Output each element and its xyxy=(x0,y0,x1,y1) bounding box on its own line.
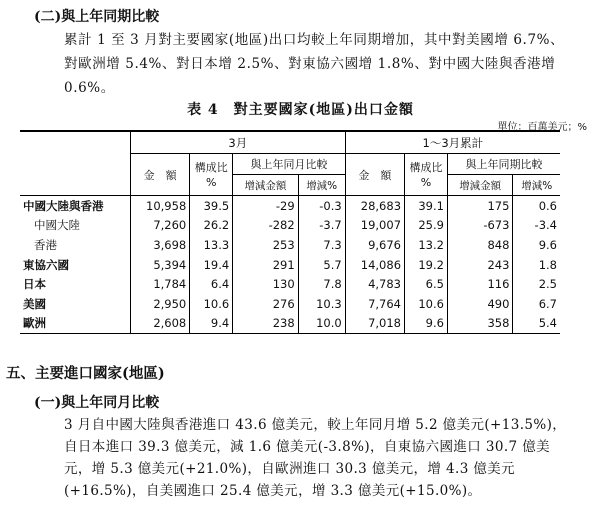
cell-c-amt: 7,018 xyxy=(345,314,404,334)
row-country-label: 美國 xyxy=(23,296,46,311)
cell-c-amt: 19,007 xyxy=(345,216,404,236)
cell-c-share: 9.6 xyxy=(405,314,448,334)
row-country-label: 中國大陸 xyxy=(34,218,80,233)
cell-m-pct: 10.3 xyxy=(298,294,345,314)
table-row xyxy=(20,216,560,236)
cell-c-share: 39.1 xyxy=(405,196,448,216)
cell-c-chg: 175 xyxy=(447,196,512,216)
header-corner xyxy=(20,131,130,196)
cell-c-pct: 6.7 xyxy=(513,294,560,314)
header-change-pct-cum: 增減% xyxy=(513,175,560,196)
cell-c-pct: 9.6 xyxy=(513,235,560,255)
cell-c-chg: 848 xyxy=(447,235,512,255)
table-row xyxy=(20,235,560,255)
header-yoy-cum: 與上年同期比較 xyxy=(447,154,560,175)
cell-m-share: 26.2 xyxy=(190,216,233,236)
header-amount-cum: 金 額 xyxy=(345,154,404,196)
row-country-label: 日本 xyxy=(23,277,46,292)
table-caption: 表 4 對主要國家(地區)出口金額 xyxy=(187,102,414,118)
export-summary-paragraph: 累計 1 至 3 月對主要國家(地區)出口均較上年同期增加，其中對美國增 6.7%、對歐洲增 5.4%、對日本增 2.5%、對東協六國增 1.8%、對中國大陸與香港增 0.6%。 xyxy=(64,32,565,96)
table-unit: 單位：百萬美元；% xyxy=(497,122,587,133)
cell-m-amt: 2,950 xyxy=(130,294,189,314)
cell-c-chg: 490 xyxy=(447,294,512,314)
cell-m-chg: 238 xyxy=(233,314,298,334)
cell-m-amt: 7,260 xyxy=(130,216,189,236)
cell-m-pct: 7.3 xyxy=(298,235,345,255)
table-row xyxy=(20,196,560,216)
cell-c-share: 13.2 xyxy=(405,235,448,255)
cell-m-chg: 130 xyxy=(233,274,298,294)
cell-c-chg: 358 xyxy=(447,314,512,334)
header-share: 構成比 % xyxy=(190,154,233,196)
header-change-pct: 增減% xyxy=(298,175,345,196)
cell-m-amt: 10,958 xyxy=(130,196,189,216)
header-change-amount: 增減金額 xyxy=(233,175,298,196)
cell-m-amt: 1,784 xyxy=(130,274,189,294)
cell-m-amt: 2,608 xyxy=(130,314,189,334)
header-share-cum: 構成比 % xyxy=(405,154,448,196)
cell-m-pct: -3.7 xyxy=(298,216,345,236)
cell-m-pct: 10.0 xyxy=(298,314,345,334)
section-heading-yoy-period: (二)與上年同期比較 xyxy=(34,9,160,25)
cell-m-share: 13.3 xyxy=(190,235,233,255)
cell-m-chg: 291 xyxy=(233,255,298,275)
cell-c-pct: 5.4 xyxy=(513,314,560,334)
cell-c-share: 25.9 xyxy=(405,216,448,236)
cell-m-share: 39.5 xyxy=(190,196,233,216)
table-row xyxy=(20,314,560,334)
export-by-country-table xyxy=(20,130,560,334)
cell-c-pct: 0.6 xyxy=(513,196,560,216)
table-row xyxy=(20,274,560,294)
header-amount: 金 額 xyxy=(130,154,189,196)
cell-c-amt: 28,683 xyxy=(345,196,404,216)
cell-m-amt: 5,394 xyxy=(130,255,189,275)
cell-c-amt: 7,764 xyxy=(345,294,404,314)
row-country-label: 中國大陸與香港 xyxy=(23,198,104,213)
cell-m-pct: 7.8 xyxy=(298,274,345,294)
cell-m-pct: 5.7 xyxy=(298,255,345,275)
cell-c-chg: -673 xyxy=(447,216,512,236)
header-group-march: 3月 xyxy=(130,131,345,154)
cell-m-chg: -29 xyxy=(233,196,298,216)
cell-c-pct: -3.4 xyxy=(513,216,560,236)
cell-m-pct: -0.3 xyxy=(298,196,345,216)
table-row xyxy=(20,294,560,314)
cell-c-share: 19.2 xyxy=(405,255,448,275)
header-change-amount-cum: 增減金額 xyxy=(447,175,512,196)
header-group-cumulative: 1～3月累計 xyxy=(345,131,560,154)
cell-c-amt: 4,783 xyxy=(345,274,404,294)
cell-c-chg: 116 xyxy=(447,274,512,294)
cell-c-share: 10.6 xyxy=(405,294,448,314)
section-heading-imports: 五、主要進口國家(地區) xyxy=(6,365,165,382)
row-country-label: 東協六國 xyxy=(23,257,69,272)
cell-m-share: 9.4 xyxy=(190,314,233,334)
header-yoy: 與上年同月比較 xyxy=(233,154,345,175)
row-country-label: 歐洲 xyxy=(20,314,130,334)
cell-c-pct: 2.5 xyxy=(513,274,560,294)
section-heading-yoy-month: (一)與上年同月比較 xyxy=(34,395,160,411)
cell-m-amt: 3,698 xyxy=(130,235,189,255)
cell-c-amt: 9,676 xyxy=(345,235,404,255)
cell-m-share: 19.4 xyxy=(190,255,233,275)
cell-m-chg: 253 xyxy=(233,235,298,255)
cell-m-share: 10.6 xyxy=(190,294,233,314)
cell-c-amt: 14,086 xyxy=(345,255,404,275)
cell-m-chg: 276 xyxy=(233,294,298,314)
cell-m-share: 6.4 xyxy=(190,274,233,294)
row-country-label: 香港 xyxy=(34,237,57,252)
cell-c-chg: 243 xyxy=(447,255,512,275)
cell-c-pct: 1.8 xyxy=(513,255,560,275)
cell-c-share: 6.5 xyxy=(405,274,448,294)
cell-m-chg: -282 xyxy=(233,216,298,236)
import-summary-paragraph: 3 月自中國大陸與香港進口 43.6 億美元，較上年同月增 5.2 億美元(+13.5%)，自日本進口 39.3 億美元，減 1.6 億美元(-3.8%)，自東協六國進口 30.7 億美元，增 5.3 億美元(+21.0%)，自歐洲進口 30.3 億美元，增 4.3 億美元(+16.5%)，自美國進口 25.4 億美元，增 3.3 億美元(+15.0%)。 xyxy=(64,417,567,499)
table-row xyxy=(20,255,560,275)
